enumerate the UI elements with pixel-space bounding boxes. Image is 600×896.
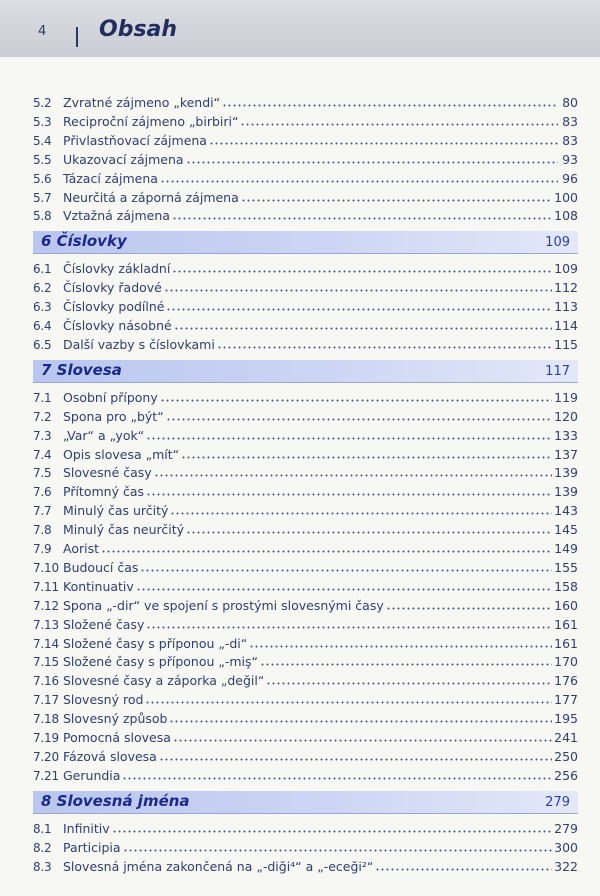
entry-number: 6.1 [33, 262, 52, 277]
entry-title: Ukazovací zájmena [63, 151, 184, 167]
entry-title: Číslovky řadové [63, 280, 162, 296]
toc-entry[interactable] [33, 691, 578, 709]
entry-title: Tázací zájmena [63, 170, 158, 186]
entry-title: Fázová slovesa [63, 748, 157, 764]
entry-title: Číslovky násobné [63, 318, 172, 333]
entry-page-number: 96 [562, 170, 578, 186]
entry-page-number: 133 [554, 427, 578, 443]
entry-page-number: 139 [554, 484, 578, 500]
entry-page-number: 139 [554, 465, 578, 481]
toc-entry[interactable] [33, 653, 578, 671]
entry-number: 5.8 [33, 209, 52, 224]
entry-number: 7.19 [33, 731, 59, 745]
entry-page-number: 176 [554, 673, 578, 689]
dot-leader [146, 625, 552, 630]
dot-leader [181, 455, 552, 460]
entry-title: Slovesný rod [63, 692, 144, 708]
entry-title: Participia [63, 839, 121, 855]
entry-title: Minulý čas neurčitý [63, 522, 185, 538]
entry-page-number: 100 [554, 189, 578, 205]
dot-leader [173, 738, 552, 743]
entry-title: Minulý čas určitý [63, 503, 169, 519]
entry-title: Vztažná zájmena [63, 208, 170, 224]
dot-leader [241, 198, 552, 203]
entry-title: Přivlastňovací zájmena [63, 132, 207, 148]
page-number: 4 [38, 24, 47, 39]
toc-entry[interactable] [33, 170, 578, 188]
section-title: 8 Slovesná jména [41, 791, 190, 810]
section-heading[interactable] [33, 231, 578, 254]
dot-leader [186, 530, 552, 535]
entry-page-number: 241 [554, 730, 578, 745]
dot-leader [174, 326, 552, 331]
dot-leader [375, 867, 552, 872]
entry-number: 8.2 [33, 840, 52, 855]
entry-number: 7.18 [33, 712, 59, 727]
entry-page-number: 83 [562, 132, 578, 148]
dot-leader [386, 606, 552, 611]
entry-page-number: 113 [554, 299, 578, 315]
section-page-number: 117 [545, 363, 570, 379]
entry-title: Kontinuativ [63, 578, 134, 594]
toc-entry[interactable] [33, 820, 578, 838]
toc-entry[interactable] [33, 729, 578, 747]
toc-entry[interactable] [33, 189, 578, 207]
entry-number: 5.3 [33, 114, 52, 129]
toc-entry[interactable] [33, 317, 578, 335]
entry-title: Neurčitá a záporná zájmena [63, 189, 239, 205]
toc-entry[interactable] [33, 279, 578, 297]
toc-entry[interactable] [33, 521, 578, 539]
entry-title: Spona pro „být“ [63, 408, 164, 424]
dot-leader [140, 568, 552, 573]
section-title: 6 Číslovky [41, 232, 127, 251]
entry-page-number: 160 [554, 597, 578, 613]
dot-leader [164, 288, 552, 293]
entry-title: Infinitiv [63, 820, 110, 836]
page-title: Obsah [99, 17, 178, 42]
entry-title: Zvratné zájmeno „kendi“ [63, 95, 221, 110]
entry-title: Budoucí čas [63, 559, 139, 575]
entry-number: 7.21 [33, 768, 59, 783]
entry-page-number: 250 [554, 748, 578, 764]
entry-title: Další vazby s číslovkami [63, 336, 215, 352]
dot-leader [160, 398, 552, 403]
entry-number: 7.2 [33, 409, 52, 424]
toc-entry[interactable] [33, 597, 578, 615]
entry-number: 5.7 [33, 190, 52, 205]
entry-page-number: 108 [554, 208, 578, 224]
toc-entry[interactable] [33, 427, 578, 445]
toc-entry[interactable] [33, 748, 578, 766]
entry-number: 5.2 [33, 96, 52, 110]
dot-leader [101, 549, 552, 554]
entry-title: Aorist [63, 541, 100, 556]
toc-entry[interactable] [33, 207, 578, 225]
toc-entry[interactable] [33, 839, 578, 857]
entry-number: 7.20 [33, 749, 59, 764]
entry-title: Osobní přípony [63, 389, 158, 405]
dot-leader [172, 216, 552, 221]
toc-entry[interactable] [33, 540, 578, 558]
entry-number: 6.2 [33, 281, 52, 296]
entry-page-number: 83 [562, 113, 578, 129]
dot-leader [166, 417, 552, 422]
entry-number: 7.8 [33, 523, 52, 538]
toc-entry[interactable] [33, 616, 578, 634]
entry-title: Slovesná jména zakončená na „-diği⁴“ a „-eceği²“ [63, 858, 374, 874]
toc-entry[interactable] [33, 94, 578, 112]
entry-number: 8.1 [33, 821, 52, 836]
toc-entry[interactable] [33, 446, 578, 464]
entry-page-number: 177 [554, 692, 578, 708]
toc-entry[interactable] [33, 858, 578, 876]
entry-page-number: 120 [554, 408, 578, 424]
entry-page-number: 170 [554, 654, 578, 670]
entry-number: 7.17 [33, 693, 59, 708]
entry-title: Spona „-dir“ ve spojení s prostými slovesnými časy [63, 597, 384, 613]
section-page-number: 279 [545, 794, 570, 810]
entry-page-number: 115 [554, 336, 578, 352]
dot-leader [249, 644, 552, 649]
entry-page-number: 149 [554, 541, 578, 556]
entry-title: Gerundia [63, 767, 121, 783]
entry-number: 8.3 [33, 859, 52, 874]
header-divider [76, 27, 78, 47]
dot-leader [123, 848, 553, 853]
dot-leader [217, 345, 552, 350]
entry-number: 5.6 [33, 171, 52, 186]
entry-title: Slovesné časy a záporka „değil“ [63, 673, 265, 689]
toc-entry[interactable] [33, 578, 578, 596]
dot-leader [146, 436, 552, 441]
dot-leader [136, 587, 552, 592]
toc-entry[interactable] [33, 464, 578, 482]
toc-entry[interactable] [33, 132, 578, 150]
entry-title: Přítomný čas [63, 484, 144, 500]
entry-page-number: 80 [562, 95, 578, 110]
toc-entry[interactable] [33, 260, 578, 278]
section-heading[interactable] [33, 791, 578, 814]
entry-page-number: 119 [554, 389, 578, 405]
dot-leader [170, 511, 552, 516]
toc-entry[interactable] [33, 151, 578, 169]
dot-leader [240, 122, 558, 127]
entry-number: 7.14 [33, 636, 59, 651]
entry-page-number: 256 [554, 767, 578, 783]
entry-number: 6.4 [33, 319, 52, 333]
dot-leader [160, 179, 558, 184]
section-heading[interactable] [33, 360, 578, 383]
dot-leader [122, 776, 552, 781]
entry-page-number: 143 [554, 503, 578, 519]
toc-entry[interactable] [33, 710, 578, 728]
entry-page-number: 114 [554, 318, 578, 333]
entry-number: 7.12 [33, 598, 59, 613]
toc-entry[interactable] [33, 389, 578, 407]
entry-number: 7.15 [33, 655, 59, 670]
dot-leader [145, 700, 552, 705]
page-header [0, 0, 600, 57]
toc-entry[interactable] [33, 559, 578, 577]
entry-page-number: 137 [554, 446, 578, 462]
entry-title: Slovesný způsob [63, 711, 168, 727]
dot-leader [154, 473, 552, 478]
toc-entry[interactable] [33, 408, 578, 426]
toc-entry[interactable] [33, 483, 578, 501]
entry-number: 7.4 [33, 447, 52, 462]
entry-title: Složené časy [63, 616, 145, 632]
entry-number: 7.3 [33, 428, 52, 443]
section-title: 7 Slovesa [41, 360, 122, 379]
section-page-number: 109 [545, 235, 570, 251]
toc-entry[interactable] [33, 502, 578, 520]
entry-page-number: 145 [554, 522, 578, 538]
entry-number: 6.3 [33, 300, 52, 315]
entry-number: 7.7 [33, 504, 52, 519]
dot-leader [260, 662, 552, 667]
dot-leader [159, 757, 552, 762]
dot-leader [172, 269, 552, 274]
entry-number: 7.6 [33, 485, 52, 500]
toc-entry[interactable] [33, 767, 578, 785]
entry-number: 5.5 [33, 152, 52, 167]
entry-number: 7.16 [33, 674, 59, 689]
entry-page-number: 322 [554, 858, 578, 874]
dot-leader [112, 829, 552, 834]
toc-entry[interactable] [33, 113, 578, 131]
entry-number: 7.11 [33, 579, 59, 594]
dot-leader [222, 103, 558, 108]
dot-leader [146, 492, 552, 497]
entry-title: Složené časy s příponou „-miş“ [63, 654, 259, 670]
entry-number: 7.13 [33, 617, 59, 632]
entry-number: 6.5 [33, 337, 52, 352]
entry-page-number: 300 [554, 839, 578, 855]
entry-title: Pomocná slovesa [63, 730, 171, 745]
entry-title: Číslovky základní [63, 261, 171, 277]
entry-number: 7.9 [33, 542, 52, 556]
toc-entry[interactable] [33, 298, 578, 316]
dot-leader [169, 719, 552, 724]
entry-title: Reciproční zájmeno „birbiri“ [63, 113, 239, 129]
dot-leader [266, 681, 552, 686]
entry-page-number: 158 [554, 578, 578, 594]
entry-title: Opis slovesa „mít“ [63, 446, 180, 462]
toc-entry[interactable] [33, 672, 578, 690]
entry-page-number: 112 [554, 280, 578, 296]
toc-entry[interactable] [33, 336, 578, 354]
dot-leader [186, 160, 558, 165]
entry-title: „Var“ a „yok“ [63, 427, 145, 443]
entry-page-number: 93 [562, 151, 578, 167]
entry-number: 5.4 [33, 133, 52, 148]
entry-title: Slovesné časy [63, 465, 152, 481]
entry-page-number: 161 [554, 635, 578, 651]
entry-number: 7.10 [33, 560, 59, 575]
entry-page-number: 109 [554, 261, 578, 277]
entry-title: Číslovky podílné [63, 299, 165, 315]
entry-number: 7.1 [33, 390, 52, 405]
dot-leader [209, 141, 558, 146]
entry-title: Složené časy s příponou „-di“ [63, 635, 248, 651]
toc-entry[interactable] [33, 635, 578, 653]
entry-page-number: 161 [554, 616, 578, 632]
entry-page-number: 155 [554, 559, 578, 575]
entry-page-number: 195 [554, 711, 578, 727]
entry-number: 7.5 [33, 466, 52, 481]
dot-leader [166, 307, 552, 312]
entry-page-number: 279 [554, 820, 578, 836]
